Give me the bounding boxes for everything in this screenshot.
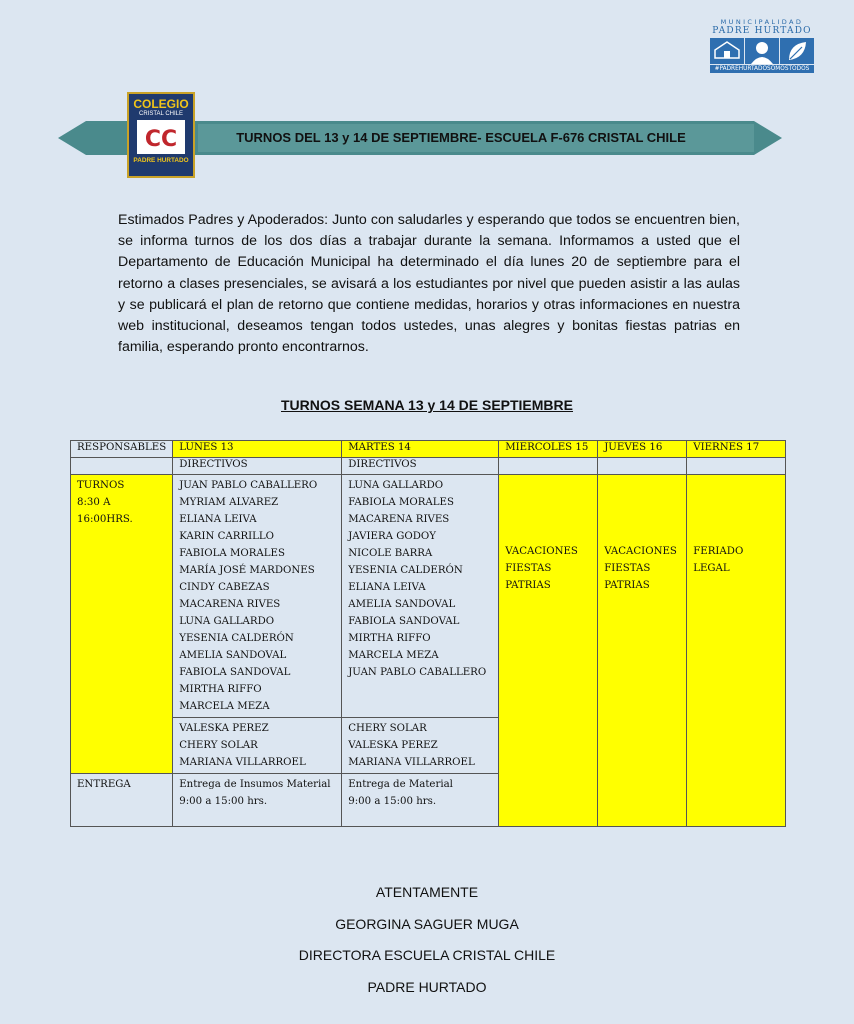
table-header-row: [71, 441, 786, 458]
crest-initials: CC: [144, 127, 178, 152]
list-item: CHERY SOLAR: [348, 723, 427, 734]
saint-portrait-icon: [745, 38, 779, 64]
header-lunes: LUNES 13: [173, 441, 342, 458]
list-item: ELIANA LEIVA: [348, 582, 426, 593]
list-item: MARÍA JOSÉ MARDONES: [179, 565, 315, 576]
turnos-label: 16:00HRS.: [77, 514, 133, 525]
table-row-directivos: [71, 475, 786, 718]
list-item: ELIANA LEIVA: [179, 514, 257, 525]
miercoles-text: FIESTAS: [505, 563, 552, 574]
intro-paragraph: Estimados Padres y Apoderados: Junto con saludarles y esperando que todos se encuentren bien, se informa turnos de los dos días a trabajar durante la semana. Informamos a usted que el Departamento de Educación Municipal ha determinado el día lunes 20 de septiembre para el retorno a clases presenciales, se avisará a los estudiantes por nivel que pueden asistir a las aulas y se publicará el plan de retorno que contiene medidas, horarios y otras informaciones en nuestra web institucional, deseamos tengan todos ustedes, unas alegres y bonitas fiestas patrias en familia, esperando pronto encontrarnos.: [118, 212, 740, 356]
school-crest: [127, 92, 195, 178]
entrega-martes-cell: [342, 774, 499, 827]
list-item: MARIANA VILLARROEL: [348, 757, 475, 768]
header-martes: MARTES 14: [342, 441, 499, 458]
list-item: YESENIA CALDERÓN: [348, 565, 463, 576]
miercoles-text: PATRIAS: [505, 580, 551, 591]
miercoles-cell: [499, 475, 598, 827]
jueves-text: FIESTAS: [604, 563, 651, 574]
turnos-label: TURNOS: [77, 480, 125, 491]
list-item: FABIOLA MORALES: [179, 548, 285, 559]
list-item: JAVIERA GODOY: [348, 531, 436, 542]
signature-line: PADRE HURTADO: [367, 978, 487, 995]
list-item: FABIOLA MORALES: [348, 497, 454, 508]
subheader-empty: [71, 458, 173, 475]
signature-block: [0, 882, 854, 1008]
viernes-text: LEGAL: [693, 563, 730, 574]
crest-line-2: CRISTAL CHILE: [138, 111, 183, 117]
list-item: KARIN CARRILLO: [179, 531, 275, 542]
entrega-lunes-cell: [173, 774, 342, 827]
municipality-top-text: MUNICIPALIDAD: [720, 18, 804, 26]
subheader-empty: [598, 458, 687, 475]
list-item: JUAN PABLO CABALLERO: [179, 480, 318, 491]
subheader-lunes: DIRECTIVOS: [173, 458, 342, 475]
leaf-icon: [780, 38, 814, 64]
schedule-table: [70, 440, 786, 827]
list-item: MYRIAM ALVAREZ: [179, 497, 279, 508]
lunes-directivos-cell: [173, 475, 342, 718]
municipality-name: PADRE HURTADO: [712, 26, 812, 36]
list-item: YESENIA CALDERÓN: [179, 633, 294, 644]
jueves-cell: [598, 475, 687, 827]
list-item: FABIOLA SANDOVAL: [348, 616, 460, 627]
subheader-martes: DIRECTIVOS: [342, 458, 499, 475]
crest-line-1: COLEGIO: [133, 97, 189, 111]
header-jueves: JUEVES 16: [598, 441, 687, 458]
turnos-label-cell: [71, 475, 173, 774]
table-subheader-row: [71, 458, 786, 475]
subheader-empty: [687, 458, 786, 475]
martes-directivos-cell: [342, 475, 499, 718]
header-miercoles: MIERCOLES 15: [499, 441, 598, 458]
house-icon: [710, 38, 744, 64]
municipality-logo: [710, 18, 814, 73]
jueves-text: PATRIAS: [604, 580, 650, 591]
list-item: MACARENA RIVES: [348, 514, 450, 525]
list-item: MARIANA VILLARROEL: [179, 757, 306, 768]
jueves-text: VACACIONES: [604, 546, 677, 557]
signature-line: ATENTAMENTE: [375, 884, 479, 900]
list-item: MARCELA MEZA: [179, 701, 270, 712]
list-item: MARCELA MEZA: [348, 650, 439, 661]
lunes-extra-cell: [173, 718, 342, 774]
entrega-label: ENTREGA: [77, 779, 131, 790]
turnos-label: 8:30 A: [77, 497, 111, 508]
list-item: CHERY SOLAR: [179, 740, 258, 751]
list-item: VALESKA PEREZ: [179, 723, 269, 734]
list-item: CINDY CABEZAS: [179, 582, 270, 593]
list-item: MACARENA RIVES: [179, 599, 281, 610]
viernes-cell: [687, 475, 786, 827]
list-item: AMELIA SANDOVAL: [179, 650, 287, 661]
list-item: NICOLE BARRA: [348, 548, 433, 559]
list-item: LUNA GALLARDO: [348, 480, 444, 491]
banner-title: TURNOS DEL 13 y 14 DE SEPTIEMBRE- ESCUELA F-676 CRISTAL CHILE: [236, 130, 686, 145]
signature-line: DIRECTORA ESCUELA CRISTAL CHILE: [298, 947, 556, 963]
crest-emblem: [137, 120, 185, 154]
header-viernes: VIERNES 17: [687, 441, 786, 458]
entrega-text: 9:00 a 15:00 hrs.: [179, 796, 268, 807]
list-item: VALESKA PEREZ: [348, 740, 438, 751]
martes-extra-cell: [342, 718, 499, 774]
viernes-text: FERIADO: [693, 546, 744, 557]
entrega-text: Entrega de Insumos Material: [179, 779, 331, 790]
crest-line-3: PADRE HURTADO: [133, 157, 189, 164]
entrega-text: 9:00 a 15:00 hrs.: [348, 796, 437, 807]
table-title: TURNOS SEMANA 13 y 14 DE SEPTIEMBRE: [281, 397, 573, 413]
miercoles-text: VACACIONES: [505, 546, 578, 557]
list-item: AMELIA SANDOVAL: [348, 599, 456, 610]
entrega-label-cell: [71, 774, 173, 827]
entrega-text: Entrega de Material: [348, 779, 453, 790]
list-item: MIRTHA RIFFO: [179, 684, 262, 695]
list-item: LUNA GALLARDO: [179, 616, 275, 627]
signature-line: GEORGINA SAGUER MUGA: [335, 915, 519, 932]
list-item: JUAN PABLO CABALLERO: [348, 667, 487, 678]
municipality-hashtag: #PADREHURTADOSOMOSTODOS: [710, 65, 814, 73]
header-responsables: RESPONSABLES: [71, 441, 173, 458]
subheader-empty: [499, 458, 598, 475]
list-item: FABIOLA SANDOVAL: [179, 667, 291, 678]
list-item: MIRTHA RIFFO: [348, 633, 431, 644]
